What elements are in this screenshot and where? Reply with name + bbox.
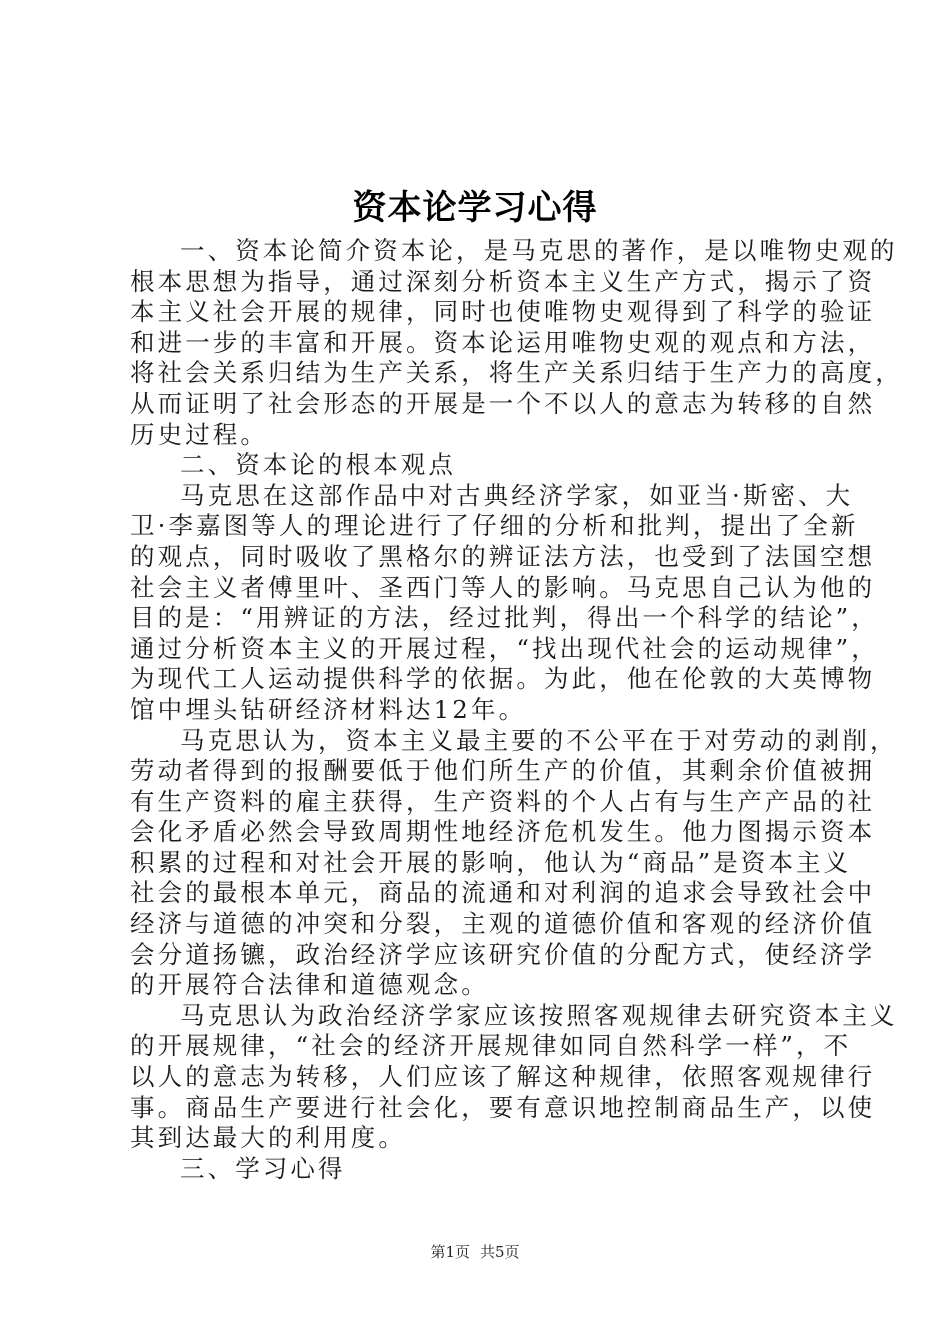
body-line: 劳动者得到的报酬要低于他们所生产的价值，其剩余价值被拥 bbox=[130, 756, 876, 786]
page-total: 共5页 bbox=[480, 1243, 520, 1261]
body-line: 其到达最大的利用度。 bbox=[130, 1123, 406, 1153]
body-line: 馆中埋头钻研经济材料达12年。 bbox=[130, 694, 527, 724]
page-number: 第1页 bbox=[430, 1243, 470, 1261]
body-line: 以人的意志为转移，人们应该了解这种规律，依照客观规律行 bbox=[130, 1062, 876, 1092]
body-line: 经济与道德的冲突和分裂，主观的道德价值和客观的经济价值 bbox=[130, 909, 876, 939]
body-line: 根本思想为指导，通过深刻分析资本主义生产方式，揭示了资 bbox=[130, 266, 876, 296]
body-line: 和进一步的丰富和开展。资本论运用唯物史观的观点和方法， bbox=[130, 327, 876, 357]
body-line: 马克思认为，资本主义最主要的不公平在于对劳动的剥削， bbox=[180, 725, 898, 755]
body-line: 目的是：“用辨证的方法，经过批判，得出一个科学的结论”， bbox=[130, 603, 879, 633]
body-line: 本主义社会开展的规律，同时也使唯物史观得到了科学的验证 bbox=[130, 297, 876, 327]
document-body bbox=[130, 236, 903, 1184]
body-line: 会化矛盾必然会导致周期性地经济危机发生。他力图揭示资本 bbox=[130, 817, 876, 847]
body-line: 有生产资料的雇主获得，生产资料的个人占有与生产产品的社 bbox=[130, 786, 876, 816]
body-line: 的开展规律，“社会的经济开展规律如同自然科学一样”，不 bbox=[130, 1031, 852, 1061]
body-line: 为现代工人运动提供科学的依据。为此，他在伦敦的大英博物 bbox=[130, 664, 876, 694]
body-line: 马克思认为政治经济学家应该按照客观规律去研究资本主义 bbox=[180, 1000, 898, 1030]
body-line: 将社会关系归结为生产关系，将生产关系归结于生产力的高度， bbox=[130, 358, 903, 388]
body-line: 社会的最根本单元，商品的流通和对利润的追求会导致社会中 bbox=[130, 878, 876, 908]
body-line: 事。商品生产要进行社会化，要有意识地控制商品生产，以使 bbox=[130, 1092, 876, 1122]
body-line: 卫·李嘉图等人的理论进行了仔细的分析和批判，提出了全新 bbox=[130, 511, 859, 541]
body-line: 通过分析资本主义的开展过程，“找出现代社会的运动规律”， bbox=[130, 633, 879, 663]
section-heading: 二、资本论的根本观点 bbox=[180, 450, 456, 480]
body-line: 的观点，同时吸收了黑格尔的辨证法方法，也受到了法国空想 bbox=[130, 541, 876, 571]
body-line: 一、资本论简介资本论，是马克思的著作，是以唯物史观的 bbox=[180, 236, 898, 265]
section-heading: 三、学习心得 bbox=[180, 1153, 346, 1183]
body-line: 的开展符合法律和道德观念。 bbox=[130, 970, 489, 1000]
body-line: 从而证明了社会形态的开展是一个不以人的意志为转移的自然 bbox=[130, 388, 876, 418]
body-line: 积累的过程和对社会开展的影响，他认为“商品”是资本主义 bbox=[130, 847, 852, 877]
document-title: 资本论学习心得 bbox=[352, 188, 598, 228]
page-footer bbox=[0, 1242, 950, 1262]
body-line: 马克思在这部作品中对古典经济学家，如亚当·斯密、大 bbox=[180, 480, 854, 510]
body-line: 社会主义者傅里叶、圣西门等人的影响。马克思自己认为他的 bbox=[130, 572, 876, 602]
body-line: 会分道扬镳，政治经济学应该研究价值的分配方式，使经济学 bbox=[130, 939, 876, 969]
body-line: 历史过程。 bbox=[130, 419, 268, 449]
